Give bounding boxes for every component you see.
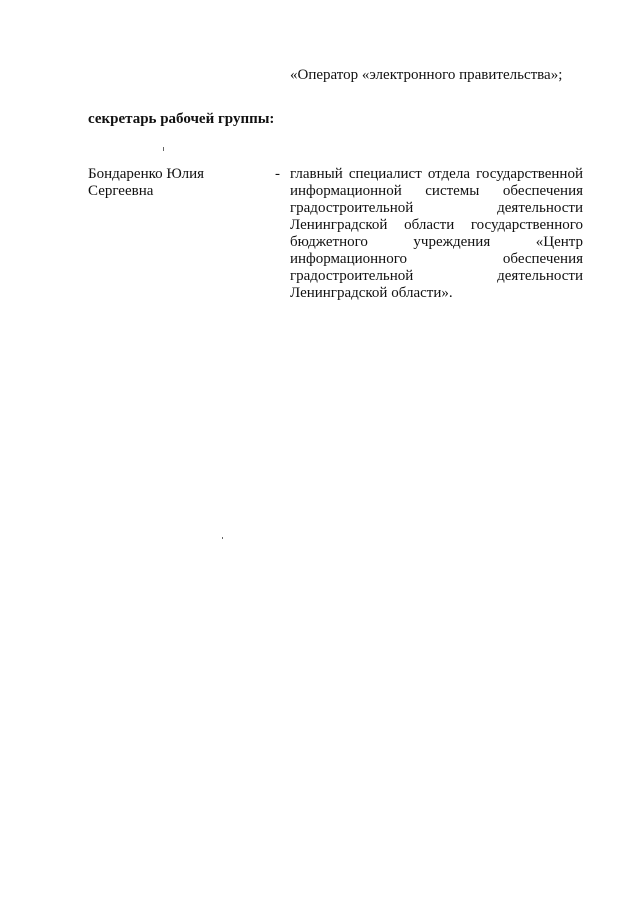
member-patronymic: Сергеевна: [88, 183, 154, 199]
member-position: главный специалист отдела государственной информационной системы обеспечения градостроительной деятельности Ленинградской области государственного бюджетного учреждения «Центр информационного обеспечения градостроительной деятельности Ленинградской области».: [290, 166, 583, 301]
scan-mark: [222, 537, 223, 539]
member-surname-given: Бондаренко Юлия: [88, 166, 205, 182]
section-heading: секретарь рабочей группы:: [88, 111, 275, 127]
member-dash: -: [275, 166, 280, 182]
scan-mark: [163, 147, 164, 151]
previous-entry-tail: «Оператор «электронного правительства»;: [290, 67, 563, 83]
member-name: [88, 166, 268, 200]
